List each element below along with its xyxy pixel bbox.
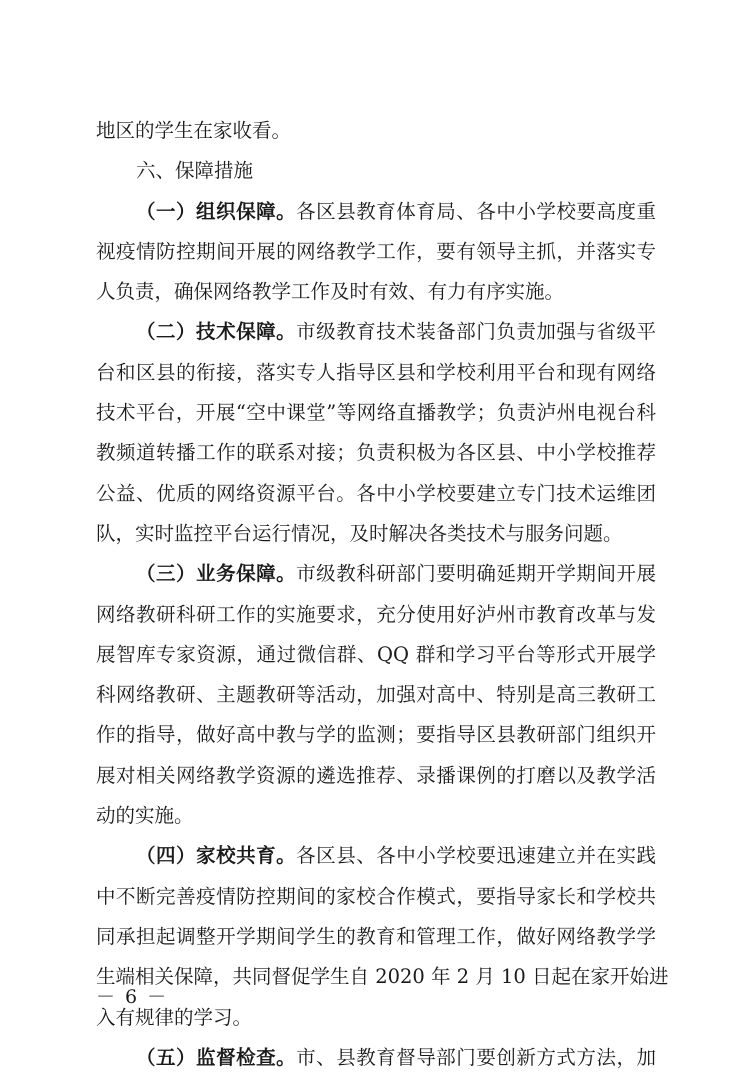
paragraph-line xyxy=(96,640,656,670)
line-text: 中不断完善疫情防控期间的家校合作模式，要指导家长和学校共 xyxy=(96,884,656,908)
paragraph-line xyxy=(96,197,656,227)
line-text: 台和区县的衔接，落实专人指导区县和学校利用平台和现有网络 xyxy=(96,360,656,384)
line-text: 各区县教育体育局、各中小学校要高度重 xyxy=(296,199,656,223)
paragraph-line xyxy=(96,277,656,307)
section-heading xyxy=(96,156,656,186)
line-text: 市级教科研部门要明确延期开学期间开展 xyxy=(296,562,656,586)
subsection-lead: （一）组织保障。 xyxy=(136,199,297,223)
line-text: 公益、优质的网络资源平台。各中小学校要建立专门技术运维团 xyxy=(96,481,656,505)
line-text: 生端相关保障，共同督促学生自 2020 年 2 月 10 日起在家开始进 xyxy=(96,965,669,989)
line-text: 人负责，确保网络教学工作及时有效、有力有序实施。 xyxy=(96,280,565,304)
paragraph-line xyxy=(96,317,656,347)
paragraph-line xyxy=(96,237,656,267)
paragraph-line xyxy=(96,720,656,750)
paragraph-line xyxy=(96,519,656,549)
paragraph-line xyxy=(96,438,656,468)
line-text: 队，实时监控平台运行情况，及时解决各类技术与服务问题。 xyxy=(96,521,623,545)
paragraph-line xyxy=(96,1003,656,1033)
paragraph-line xyxy=(96,398,656,428)
paragraph-line xyxy=(96,600,656,630)
paragraph-line xyxy=(96,479,656,509)
line-text: 同承担起调整开学期间学生的教育和管理工作，做好网络教学学 xyxy=(96,924,656,948)
paragraph-line xyxy=(96,962,669,992)
line-text: 市级教育技术装备部门负责加强与省级平 xyxy=(296,320,656,344)
document-body xyxy=(96,116,669,1083)
line-text: 网络教研科研工作的实施要求，充分使用好泸州市教育改革与发 xyxy=(96,602,656,626)
line-text: 展智库专家资源，通过微信群、QQ 群和学习平台等形式开展学 xyxy=(96,642,656,666)
line-text: 教频道转播工作的联系对接；负责积极为各区县、中小学校推荐 xyxy=(96,441,656,465)
subsection-lead: （二）技术保障。 xyxy=(136,320,297,344)
subsection-lead: （四）家校共育。 xyxy=(136,844,297,868)
line-text: 市、县教育督导部门要创新方式方法，加 xyxy=(296,1045,656,1069)
paragraph-line xyxy=(96,116,656,146)
subsection-lead: （三）业务保障。 xyxy=(136,562,297,586)
paragraph-line xyxy=(96,841,656,871)
line-text: 技术平台，开展“空中课堂”等网络直播教学；负责泸州电视台科 xyxy=(96,401,656,425)
line-text: 地区的学生在家收看。 xyxy=(96,119,292,142)
line-text: 展对相关网络教学资源的遴选推荐、录播课例的打磨以及教学活 xyxy=(96,763,656,787)
paragraph-line xyxy=(96,922,656,952)
line-text: 各区县、各中小学校要迅速建立并在实践 xyxy=(296,844,656,868)
paragraph-line xyxy=(96,801,656,831)
line-text: 视疫情防控期间开展的网络教学工作，要有领导主抓，并落实专 xyxy=(96,239,656,263)
line-text: 作的指导，做好高中教与学的监测；要指导区县教研部门组织开 xyxy=(96,723,656,747)
line-text: 动的实施。 xyxy=(96,804,194,828)
subsection-lead: （五）监督检查。 xyxy=(136,1045,297,1069)
paragraph-line xyxy=(96,882,656,912)
section-heading-text: 六、保障措施 xyxy=(136,159,254,183)
paragraph-line xyxy=(96,761,656,791)
line-text: 入有规律的学习。 xyxy=(96,1005,253,1029)
paragraph-line xyxy=(96,1043,656,1073)
page-number: － 6 － xyxy=(96,986,169,1008)
paragraph-line xyxy=(96,680,656,710)
line-text: 科网络教研、主题教研等活动，加强对高中、特别是高三教研工 xyxy=(96,683,656,707)
paragraph-line xyxy=(96,358,656,388)
paragraph-line xyxy=(96,559,656,589)
